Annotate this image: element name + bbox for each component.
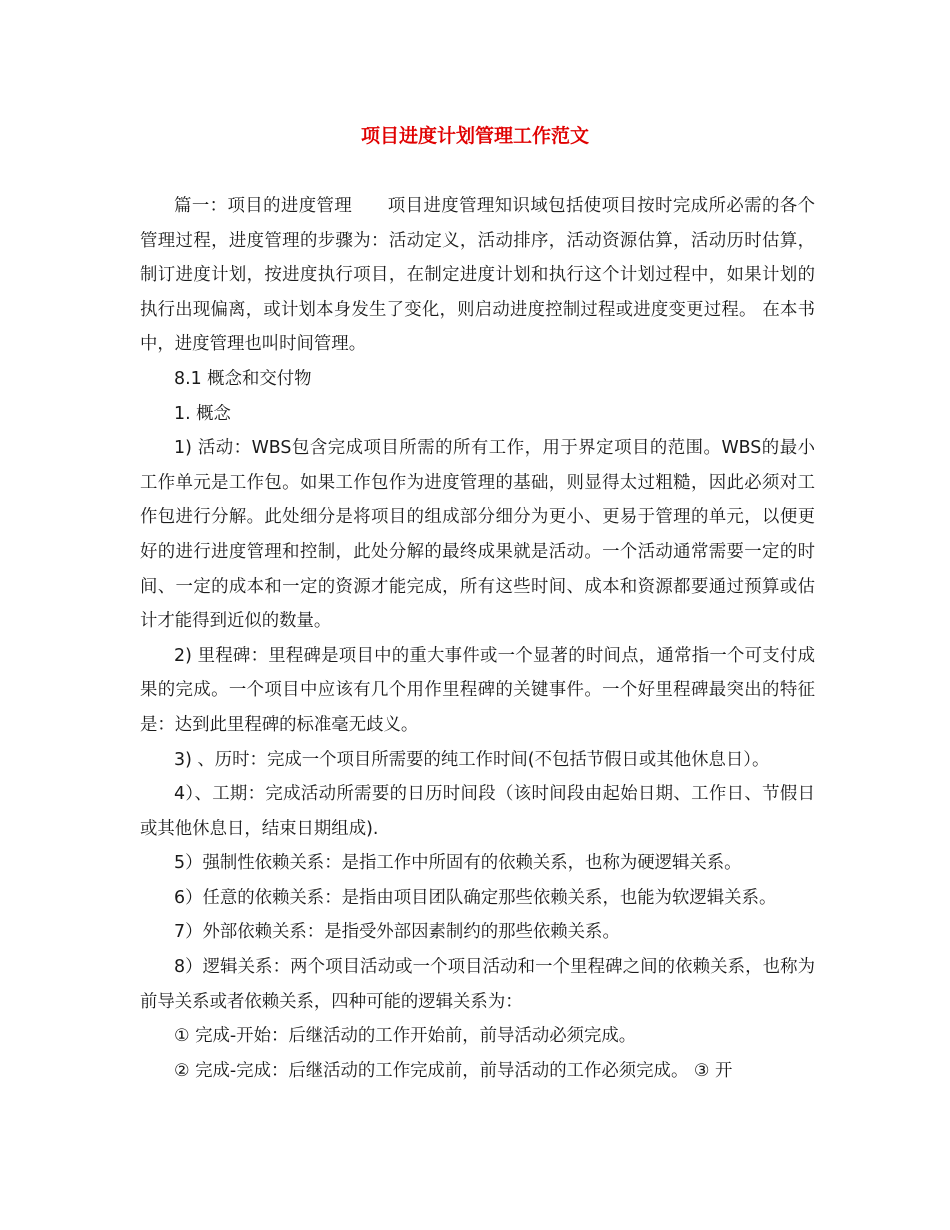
- paragraph-milestone: 2) 里程碑：里程碑是项目中的重大事件或一个显著的时间点，通常指一个可支付成果的完成。一个项目中应该有几个用作里程碑的关键事件。一个好里程碑最突出的特征是：达到此里程碑的标准毫无歧义。: [140, 645, 815, 735]
- paragraph-intro: 篇一：项目的进度管理 项目进度管理知识域包括使项目按时完成所必需的各个管理过程，进度管理的步骤为：活动定义，活动排序，活动资源估算，活动历时估算，制订进度计划，按进度执行项目，在制定进度计划和执行这个计划过程中，如果计划的执行出现偏离，或计划本身发生了变化，则启动进度控制过程或进度变更过程。 在本书中，进度管理也叫时间管理。: [140, 196, 815, 355]
- list-item-finish-start: ① 完成-开始：后继活动的工作开始前，前导活动必须完成。: [174, 1026, 637, 1047]
- document-title: 项目进度计划管理工作范文: [360, 125, 589, 147]
- paragraph-duration: 3) 、历时：完成一个项目所需要的纯工作时间(不包括节假日或其他休息日）。: [174, 749, 770, 770]
- section-heading: 8.1 概念和交付物: [174, 368, 312, 389]
- document-body: [140, 189, 815, 1088]
- paragraph-external-dependency: 7）外部依赖关系：是指受外部因素制约的那些依赖关系。: [174, 922, 620, 943]
- list-item-finish-finish: ② 完成-完成：后继活动的工作完成前，前导活动的工作必须完成。 ③ 开: [174, 1060, 733, 1081]
- paragraph-logical-relationship: 8）逻辑关系：两个项目活动或一个项目活动和一个里程碑之间的依赖关系，也称为前导关系或者依赖关系，四种可能的逻辑关系为：: [140, 957, 815, 1012]
- subsection-heading: 1. 概念: [174, 403, 231, 424]
- paragraph-mandatory-dependency: 5）强制性依赖关系：是指工作中所固有的依赖关系，也称为硬逻辑关系。: [174, 853, 742, 874]
- paragraph-activity: 1) 活动：WBS包含完成项目所需的所有工作，用于界定项目的范围。WBS的最小工作单元是工作包。如果工作包作为进度管理的基础，则显得太过粗糙，因此必须对工作包进行分解。此处细分是将项目的组成部分细分为更小、更易于管理的单元，以便更好的进行进度管理和控制，此处分解的最终成果就是活动。一个活动通常需要一定的时间、一定的成本和一定的资源才能完成，所有这些时间、成本和资源都要通过预算或估计才能得到近似的数量。: [140, 438, 815, 632]
- paragraph-schedule-period: 4）、工期：完成活动所需要的日历时间段（该时间段由起始日期、工作日、节假日或其他休息日，结束日期组成).: [140, 784, 815, 839]
- paragraph-discretionary-dependency: 6）任意的依赖关系：是指由项目团队确定那些依赖关系，也能为软逻辑关系。: [174, 887, 777, 908]
